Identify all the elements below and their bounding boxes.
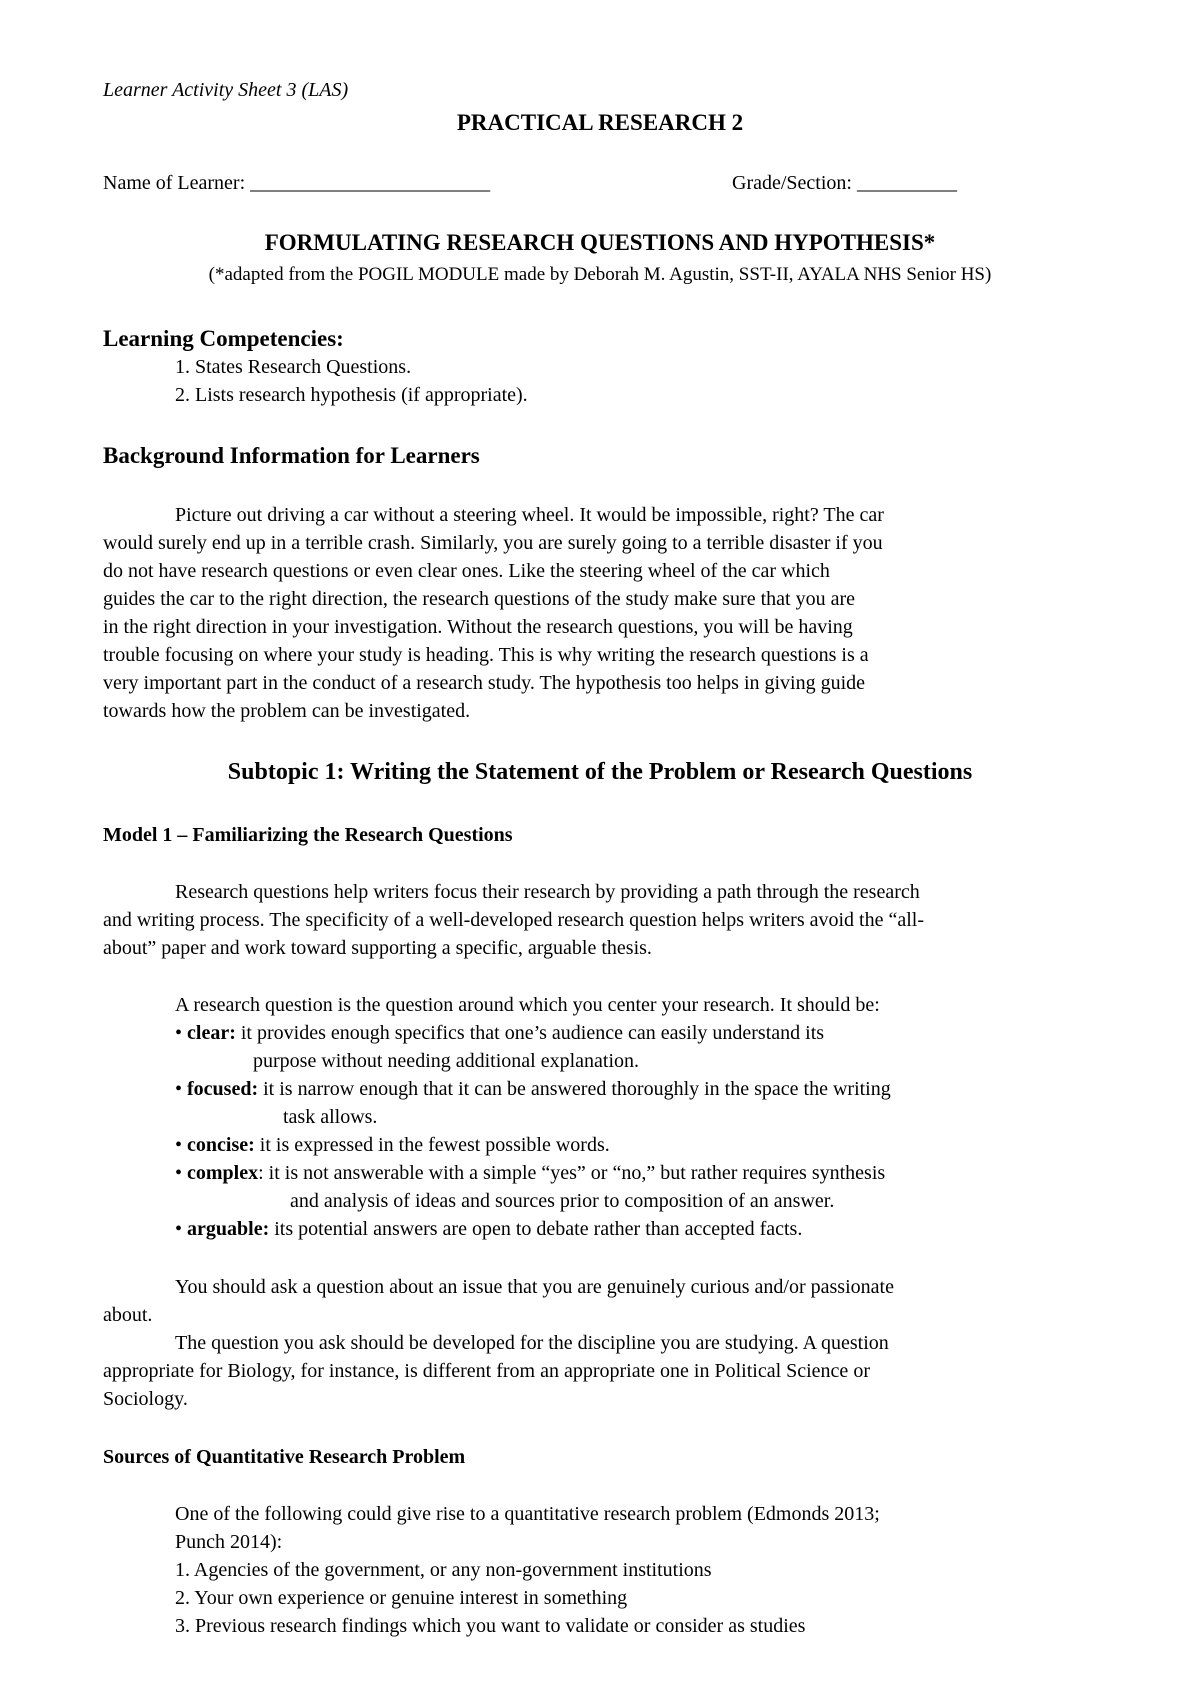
model-heading: Model 1 – Familiarizing the Research Questions: [103, 824, 513, 846]
bullet: •: [175, 1218, 183, 1240]
background-line: Picture out driving a car without a steering wheel. It would be impossible, right? The car: [175, 504, 884, 526]
criterion-text: it is expressed in the fewest possible words.: [254, 1134, 610, 1156]
competency-item: 1. States Research Questions.: [175, 356, 412, 378]
criterion-arguable: [175, 1219, 802, 1239]
model-intro-line: about” paper and work toward supporting a specific, arguable thesis.: [103, 937, 652, 959]
criterion-term: clear:: [187, 1022, 236, 1044]
topic-attribution: (*adapted from the POGIL MODULE made by Deborah M. Agustin, SST-II, AYALA NHS Senior HS): [208, 264, 992, 285]
discipline-line: The question you ask should be developed for the discipline you are studying. A question: [175, 1332, 889, 1354]
sheet-label: Learner Activity Sheet 3 (LAS): [103, 79, 349, 101]
background-heading: Background Information for Learners: [103, 443, 480, 468]
discipline-line: appropriate for Biology, for instance, is different from an appropriate one in Political Science or: [103, 1360, 870, 1382]
background-line: guides the car to the right direction, the research questions of the study make sure that you are: [103, 588, 855, 610]
background-line: in the right direction in your investigation. Without the research questions, you will be having: [103, 616, 853, 638]
criterion-text: its potential answers are open to debate rather than accepted facts.: [269, 1218, 803, 1240]
competencies-heading: Learning Competencies:: [103, 326, 344, 351]
topic-title: FORMULATING RESEARCH QUESTIONS AND HYPOTHESIS*: [264, 230, 936, 255]
background-line: very important part in the conduct of a research study. The hypothesis too helps in giving guide: [103, 672, 866, 694]
bullet: •: [175, 1078, 183, 1100]
background-line: do not have research questions or even clear ones. Like the steering wheel of the car which: [103, 560, 830, 582]
bullet: •: [175, 1022, 183, 1044]
source-item: 1. Agencies of the government, or any non-government institutions: [175, 1559, 712, 1581]
criterion-term: arguable:: [187, 1218, 270, 1240]
grade-section-field: Grade/Section: __________: [732, 172, 957, 194]
criterion-term: focused:: [187, 1078, 259, 1100]
bullet: •: [175, 1162, 183, 1184]
sources-intro-line: Punch 2014):: [175, 1531, 283, 1553]
criterion-continuation: purpose without needing additional explanation.: [253, 1050, 640, 1072]
model-intro-line: Research questions help writers focus their research by providing a path through the research: [175, 881, 920, 903]
bullet: •: [175, 1134, 183, 1156]
criterion-clear: [175, 1023, 824, 1043]
background-line: would surely end up in a terrible crash. Similarly, you are surely going to a terrible disaster if you: [103, 532, 883, 554]
course-title: PRACTICAL RESEARCH 2: [456, 110, 744, 135]
criterion-concise: [175, 1135, 610, 1155]
criterion-focused: [175, 1079, 891, 1099]
curious-line: You should ask a question about an issue that you are genuinely curious and/or passionate: [175, 1276, 894, 1298]
competency-item: 2. Lists research hypothesis (if appropriate).: [175, 384, 528, 406]
sources-intro-line: One of the following could give rise to a quantitative research problem (Edmonds 2013;: [175, 1503, 880, 1525]
criterion-text: : it is not answerable with a simple “yes” or “no,” but rather requires synthesis: [258, 1162, 886, 1184]
background-line: towards how the problem can be investigated.: [103, 700, 471, 722]
criterion-term: complex: [187, 1162, 259, 1184]
criterion-text: it provides enough specifics that one’s audience can easily understand its: [235, 1022, 825, 1044]
learner-name-field: Name of Learner: ________________________: [103, 172, 491, 194]
criterion-term: concise:: [187, 1134, 255, 1156]
sources-heading: Sources of Quantitative Research Problem: [103, 1446, 466, 1468]
criterion-continuation: and analysis of ideas and sources prior to composition of an answer.: [290, 1190, 835, 1212]
source-item: 3. Previous research findings which you want to validate or consider as studies: [175, 1615, 806, 1637]
subtopic-heading: Subtopic 1: Writing the Statement of the Problem or Research Questions: [227, 759, 973, 785]
model-intro-line: and writing process. The specificity of a well-developed research question helps writers avoid the “all-: [103, 909, 925, 931]
discipline-line: Sociology.: [103, 1388, 188, 1410]
criterion-text: it is narrow enough that it can be answered thoroughly in the space the writing: [258, 1078, 891, 1100]
criterion-complex: [175, 1163, 885, 1183]
criteria-intro: A research question is the question around which you center your research. It should be:: [175, 994, 880, 1016]
criterion-continuation: task allows.: [283, 1106, 378, 1128]
curious-line: about.: [103, 1304, 153, 1326]
background-line: trouble focusing on where your study is heading. This is why writing the research questions is a: [103, 644, 869, 666]
source-item: 2. Your own experience or genuine interest in something: [175, 1587, 628, 1609]
